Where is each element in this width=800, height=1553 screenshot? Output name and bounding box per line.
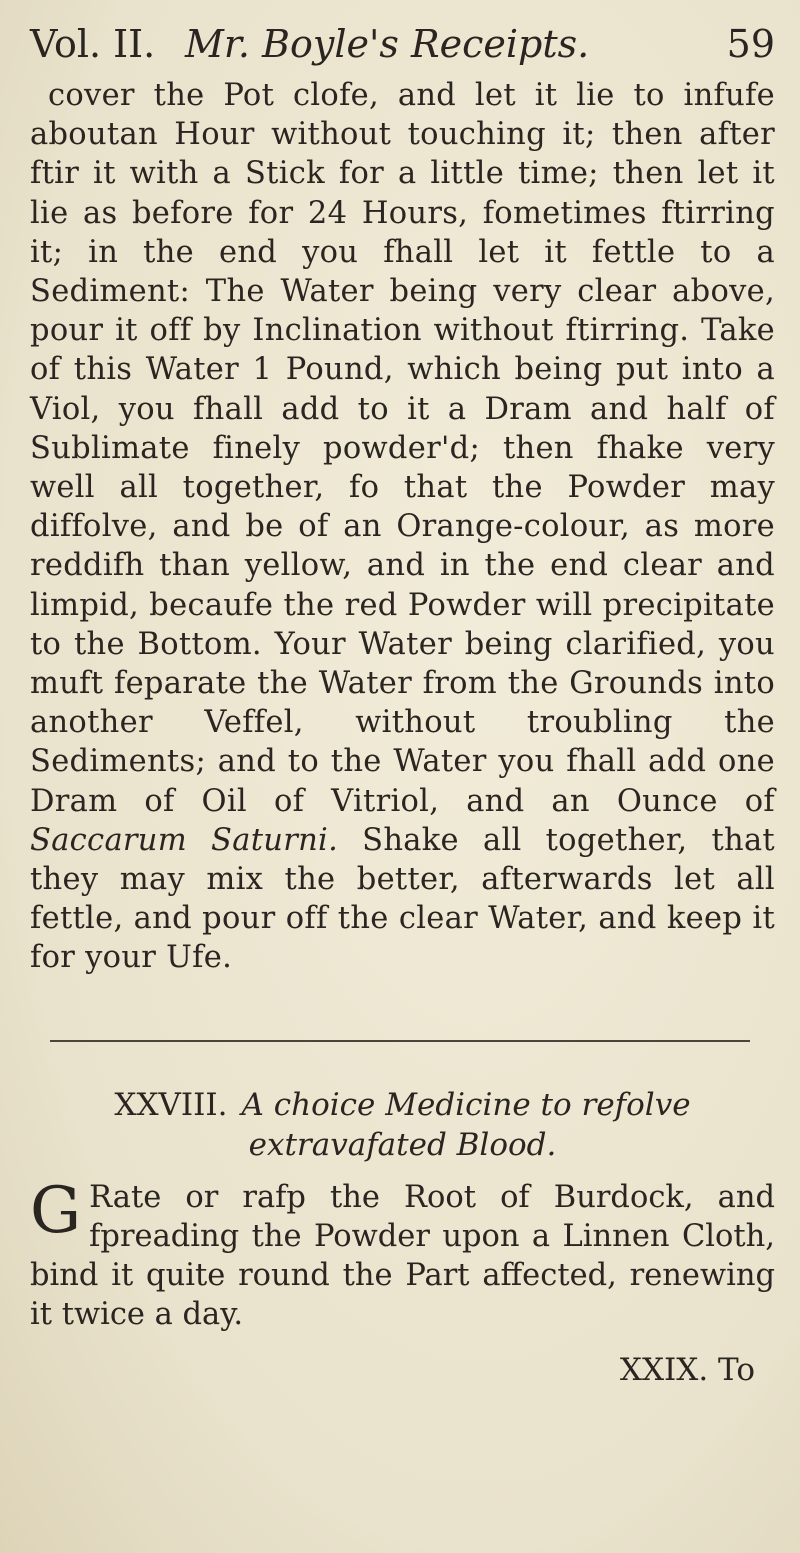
section-number: XXVIII. [114,1087,228,1123]
running-header [30,14,775,74]
running-title: Mr. Boyle's Receipts. [185,22,590,66]
main-paragraph [30,76,775,978]
paragraph [30,76,775,978]
section-paragraph [30,1174,775,1334]
paragraph-text-1: cover the Pot clofe, and let it lie to infufe aboutan Hour without touching it; then after ftir it with a Stick for a little time; then let it lie as before for 24 Hours, fometimes ftirring it; in the end you fhall let it fettle to a Sediment: The Water being very clear above, pour it off by Inclination without ftirring. Take of this Water 1 Pound, which being put into a Viol, you fhall add to it a Dram and half of Sublimate finely powder'd; then fhake very well all together, fo that the Powder may diffolve, and be of an Orange-colour, as more reddifh than yellow, and in the end clear and limpid, becaufe the red Powder will precipitate to the Bottom. Your Water being clarified, you muft feparate the Water from the Grounds into another Veffel, without troubling the Sediments; and to the Water you fhall add one Dram of Oil of Vitriol, and an Ounce of [30,78,775,819]
drop-cap: G [30,1174,82,1248]
page-number: 59 [726,22,775,66]
section-body [30,1174,775,1334]
section-heading [30,1085,775,1165]
volume-label: Vol. II. [30,22,156,66]
section-text: Rate or rafp the Root of Burdock, and fpreading the Powder upon a Linnen Cloth, bind it quite round the Part affected, renewing it twice a day. [30,1180,775,1332]
catchword: XXIX. To [619,1352,755,1388]
section-divider [50,1040,750,1042]
paragraph-text-2: Shake all together, that they may mix the better, afterwards let all fettle, and pour off the clear Water, and keep it for your Ufe. [30,822,775,976]
paragraph-italic-term: Saccarum Saturni. [30,822,339,858]
section-title: A choice Medicine to refolve extravafated Blood. [241,1087,691,1163]
